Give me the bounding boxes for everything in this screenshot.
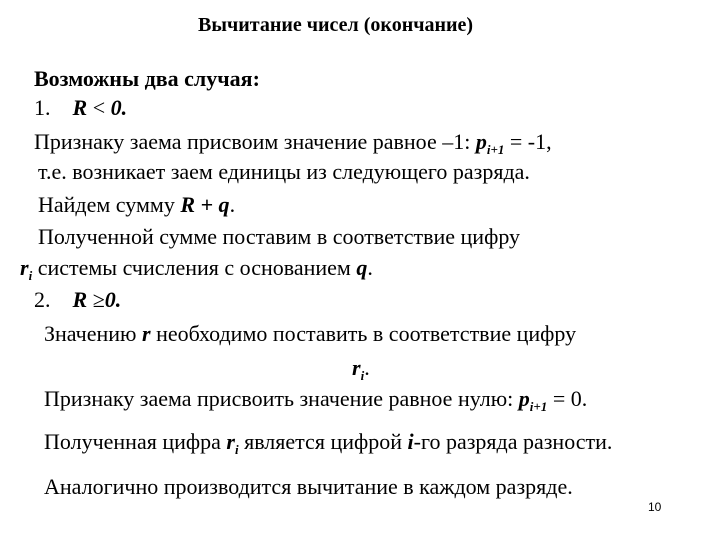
case1-base-q: q <box>356 255 368 280</box>
case1-base-line <box>20 255 373 284</box>
case1-op: < <box>92 95 106 120</box>
case2-map-r: r <box>142 321 151 346</box>
case1-borrow-value: = -1, <box>504 129 552 154</box>
case2-borrow-value: = 0. <box>547 386 588 411</box>
case1-p-sub: i+1 <box>486 142 505 157</box>
case2-heading <box>34 287 121 313</box>
case1-ri-i: i <box>28 268 33 283</box>
case2-result-i2: i <box>407 429 414 454</box>
case2-ri-r: r <box>352 355 361 380</box>
case2-number: 2. <box>34 287 51 312</box>
case1-sum-prefix: Найдем сумму <box>38 192 181 217</box>
case2-ri-line <box>352 355 370 384</box>
page-title: Вычитание чисел (окончание) <box>198 14 474 36</box>
case1-heading <box>34 95 127 121</box>
case1-p: p <box>475 129 487 154</box>
case2-result-i: i <box>234 442 239 457</box>
case2-result-line <box>44 429 612 458</box>
case2-val: 0. <box>104 287 122 312</box>
case1-var: R <box>72 95 88 120</box>
case1-sum-suffix: . <box>229 192 236 217</box>
case2-result-suffix: -го разряда разности. <box>413 429 613 454</box>
case1-sum-expr: R + q <box>180 192 230 217</box>
case2-map-line <box>44 321 576 347</box>
case2-ri-i: i <box>360 368 365 383</box>
case1-sum-line <box>38 192 235 218</box>
case2-p: p <box>518 386 530 411</box>
case1-val: 0. <box>110 95 128 120</box>
case2-ri-dot: . <box>364 355 370 380</box>
page-number: 10 <box>648 500 662 514</box>
case2-p-sub: i+1 <box>529 399 548 414</box>
case1-borrow-line <box>34 129 552 158</box>
case2-borrow-line <box>44 386 587 415</box>
case1-carry-line: т.е. возникает заем единицы из следующего разряда. <box>38 159 530 184</box>
case2-borrow-prefix: Признаку заема присвоить значение равное нулю: <box>44 386 519 411</box>
case1-borrow-prefix: Признаку заема присвоим значение равное –1: <box>34 129 476 154</box>
conclusion-line: Аналогично производится вычитание в каждом разряде. <box>44 474 573 499</box>
intro-line: Возможны два случая: <box>34 66 260 91</box>
case1-ri-r: r <box>20 255 29 280</box>
case2-result-r: r <box>226 429 235 454</box>
case2-map-suffix: необходимо поставить в соответствие цифру <box>150 321 577 346</box>
case2-result-prefix: Полученная цифра <box>44 429 227 454</box>
case1-base-suffix: . <box>367 255 373 280</box>
case2-result-mid: является цифрой <box>238 429 408 454</box>
case2-map-prefix: Значению <box>44 321 142 346</box>
case2-var: R <box>72 287 88 312</box>
case2-op: ≥ <box>92 287 105 312</box>
case1-number: 1. <box>34 95 51 120</box>
case1-base-text: системы счисления с основанием <box>32 255 357 280</box>
case1-map-line: Полученной сумме поставим в соответствие цифру <box>38 224 521 249</box>
